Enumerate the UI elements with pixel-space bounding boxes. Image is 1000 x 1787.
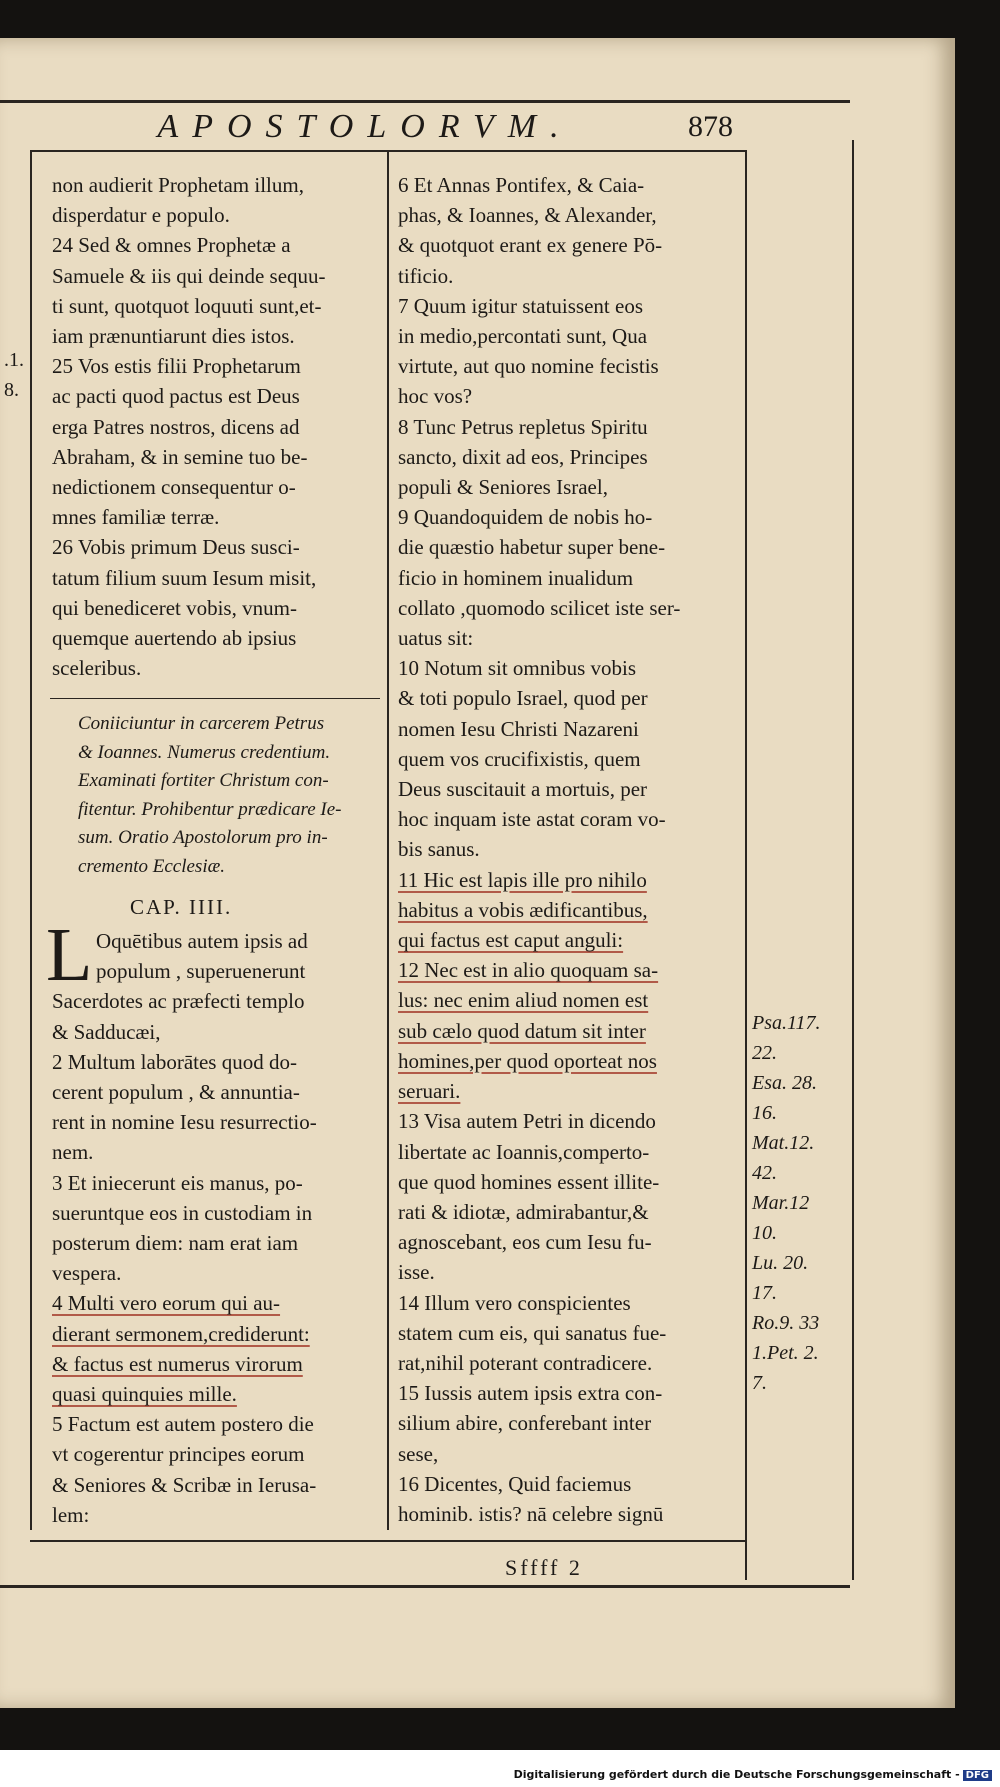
text-line: que quod homines essent illite-: [398, 1169, 660, 1194]
text-line: phas, & Ioannes, & Alexander,: [398, 203, 657, 228]
margin-note: 22.: [752, 1042, 777, 1064]
chapter-heading: CAP. IIII.: [130, 895, 233, 919]
text-line: hoc inquam iste astat coram vo-: [398, 807, 666, 832]
text-line: 24 Sed & omnes Prophetæ a: [52, 233, 291, 258]
margin-note: 10.: [752, 1222, 777, 1244]
text-line: Sacerdotes ac præfecti templo: [52, 989, 305, 1014]
text-line: 25 Vos estis filii Prophetarum: [52, 354, 301, 379]
text-line: 12 Nec est in alio quoquam sa-: [398, 958, 659, 983]
text-line: Deus suscitauit a mortuis, per: [398, 777, 648, 802]
text-line: sceleribus.: [52, 656, 142, 681]
text-line: non audierit Prophetam illum,: [52, 173, 304, 197]
margin-note: Mar.12: [752, 1192, 810, 1214]
column-divider: [387, 150, 389, 1530]
right-column: [398, 170, 680, 1529]
digitization-footer: [514, 1768, 992, 1781]
text-line: dierant sermonem,crediderunt:: [52, 1321, 310, 1346]
text-line: 4 Multi vero eorum qui au-: [52, 1291, 281, 1316]
text-line: lem:: [52, 1502, 90, 1527]
text-line: 7 Quum igitur statuissent eos: [398, 293, 643, 318]
bottom-rule-1: [30, 1540, 745, 1542]
text-line: tificio.: [398, 263, 454, 288]
summary-line: Coniiciuntur in carcerem Petrus: [78, 713, 325, 734]
chapter-summary: [78, 710, 373, 881]
text-line: in medio,percontati sunt, Qua: [398, 324, 648, 349]
text-line: quasi quinquies mille.: [52, 1382, 237, 1407]
text-line: mnes familiæ terræ.: [52, 505, 220, 530]
text-line: 2 Multum laborātes quod do-: [52, 1049, 297, 1074]
text-line: virtute, aut quo nomine fecistis: [398, 354, 659, 379]
text-line: 8 Tunc Petrus repletus Spiritu: [398, 414, 648, 439]
text-line: quem vos crucifixistis, quem: [398, 746, 641, 771]
margin-note: 8.: [4, 379, 19, 401]
text-line: hominib. istis? nā celebre signū: [398, 1501, 664, 1526]
footer-text: Digitalisierung gefördert durch die Deutsche Forschungsgemeinschaft -: [513, 1768, 960, 1781]
margin-note: Ro.9. 33: [752, 1312, 820, 1334]
text-line: die quæstio habetur super bene-: [398, 535, 666, 560]
margin-border: [852, 140, 854, 1580]
text-line: 11 Hic est lapis ille pro nihilo: [398, 867, 647, 892]
text-line: iam prænuntiarunt dies istos.: [52, 324, 295, 349]
text-line: 13 Visa autem Petri in dicendo: [398, 1109, 656, 1134]
drop-cap: L: [46, 913, 93, 997]
text-line: 9 Quandoquidem de nobis ho-: [398, 505, 653, 530]
right-text-border: [745, 150, 747, 1580]
margin-note: .1.: [4, 349, 24, 371]
text-line: 15 Iussis autem ipsis extra con-: [398, 1381, 663, 1406]
text-line: vt cogerentur principes eorum: [52, 1442, 305, 1467]
text-line: disperdatur e populo.: [52, 203, 230, 228]
text-line: erga Patres nostros, dicens ad: [52, 414, 300, 439]
text-line: & factus est numerus virorum: [52, 1351, 303, 1376]
text-line: rati & idiotæ, admirabantur,&: [398, 1199, 649, 1224]
bottom-rule-2: [0, 1585, 850, 1588]
summary-rule: [50, 698, 380, 699]
summary-line: Examinati fortiter Christum con-: [78, 770, 329, 791]
dfg-logo: DFG: [963, 1770, 992, 1781]
text-line: qui benediceret vobis, vnum-: [52, 595, 297, 620]
text-line: populi & Seniores Israel,: [398, 475, 608, 500]
text-line: & Seniores & Scribæ in Ierusa-: [52, 1472, 317, 1497]
text-line: sancto, dixit ad eos, Principes: [398, 444, 648, 469]
text-line: sub cælo quod datum sit inter: [398, 1018, 646, 1043]
margin-note: 1.Pet. 2.: [752, 1342, 819, 1364]
text-line: habitus a vobis ædificantibus,: [398, 897, 648, 922]
text-line: collato ,quomodo scilicet iste ser-: [398, 595, 681, 620]
summary-line: cremento Ecclesiæ.: [78, 855, 226, 877]
text-line: qui factus est caput anguli:: [398, 928, 624, 953]
margin-note: Lu. 20.: [752, 1252, 809, 1274]
text-line: 6 Et Annas Pontifex, & Caia-: [398, 173, 645, 197]
text-line: rat,nihil poterant contradicere.: [398, 1350, 653, 1375]
right-margin-notes: [752, 1008, 821, 1398]
text-line: quemque auertendo ab ipsius: [52, 626, 297, 651]
text-line: Oquētibus autem ipsis ad: [96, 929, 308, 953]
text-line: ficio in hominem inualidum: [398, 565, 634, 590]
text-line: & Sadducæi,: [52, 1019, 161, 1044]
text-line: hoc vos?: [398, 384, 473, 409]
left-column-bottom: [52, 926, 317, 1530]
text-line: isse.: [398, 1260, 435, 1285]
text-line: libertate ac Ioannis,comperto-: [398, 1139, 650, 1164]
text-line: & quotquot erant ex genere Pō-: [398, 233, 663, 258]
text-line: nem.: [52, 1140, 94, 1165]
text-line: sueruntque eos in custodiam in: [52, 1200, 313, 1225]
page-number: 878: [688, 110, 733, 143]
text-line: 10 Notum sit omnibus vobis: [398, 656, 637, 681]
text-line: uatus sit:: [398, 626, 474, 651]
text-line: populum , superuenerunt: [96, 959, 306, 984]
left-column-top: [52, 170, 326, 683]
text-line: 5 Factum est autem postero die: [52, 1412, 314, 1437]
text-line: rent in nomine Iesu resurrectio-: [52, 1110, 317, 1135]
text-line: vespera.: [52, 1261, 122, 1286]
margin-note: Psa.117.: [752, 1012, 821, 1034]
text-line: tatum filium suum Iesum misit,: [52, 565, 317, 590]
summary-line: & Ioannes. Numerus credentium.: [78, 741, 331, 763]
top-rule: [0, 100, 850, 103]
text-line: cerent populum , & annuntia-: [52, 1080, 300, 1105]
text-line: ti sunt, quotquot loquuti sunt,et-: [52, 293, 322, 318]
text-line: ac pacti quod pactus est Deus: [52, 384, 300, 409]
signature-mark: Sffff 2: [505, 1555, 583, 1580]
text-line: silium abire, conferebant inter: [398, 1411, 652, 1436]
margin-note: 17.: [752, 1282, 777, 1304]
text-line: nedictionem consequentur o-: [52, 475, 296, 500]
margin-note: Esa. 28.: [752, 1072, 817, 1094]
running-title: APOSTOLORVM.: [157, 108, 573, 145]
text-line: statem cum eis, qui sanatus fue-: [398, 1320, 667, 1345]
text-line: homines,per quod oporteat nos: [398, 1048, 657, 1073]
text-line: seruari.: [398, 1079, 461, 1104]
text-line: 14 Illum vero conspicientes: [398, 1290, 631, 1315]
text-line: 26 Vobis primum Deus susci-: [52, 535, 300, 560]
text-line: 3 Et iniecerunt eis manus, po-: [52, 1170, 303, 1195]
margin-note: 42.: [752, 1162, 777, 1184]
text-line: posterum diem: nam erat iam: [52, 1231, 299, 1256]
text-line: Abraham, & in semine tuo be-: [52, 444, 308, 469]
left-border-rule: [30, 150, 32, 1530]
summary-line: fitentur. Prohibentur prædicare Ie-: [78, 798, 342, 820]
text-line: lus: nec enim aliud nomen est: [398, 988, 649, 1013]
text-line: Samuele & iis qui deinde sequu-: [52, 263, 326, 288]
text-line: & toti populo Israel, quod per: [398, 686, 648, 711]
left-margin-notes: [4, 345, 24, 405]
margin-note: 7.: [752, 1372, 767, 1394]
text-line: 16 Dicentes, Quid faciemus: [398, 1471, 632, 1496]
text-line: agnoscebant, eos cum Iesu fu-: [398, 1230, 652, 1255]
text-line: sese,: [398, 1441, 439, 1466]
summary-line: sum. Oratio Apostolorum pro in-: [78, 827, 328, 848]
margin-note: 16.: [752, 1102, 777, 1124]
margin-note: Mat.12.: [752, 1132, 815, 1154]
text-line: nomen Iesu Christi Nazareni: [398, 716, 639, 741]
text-line: bis sanus.: [398, 837, 480, 862]
